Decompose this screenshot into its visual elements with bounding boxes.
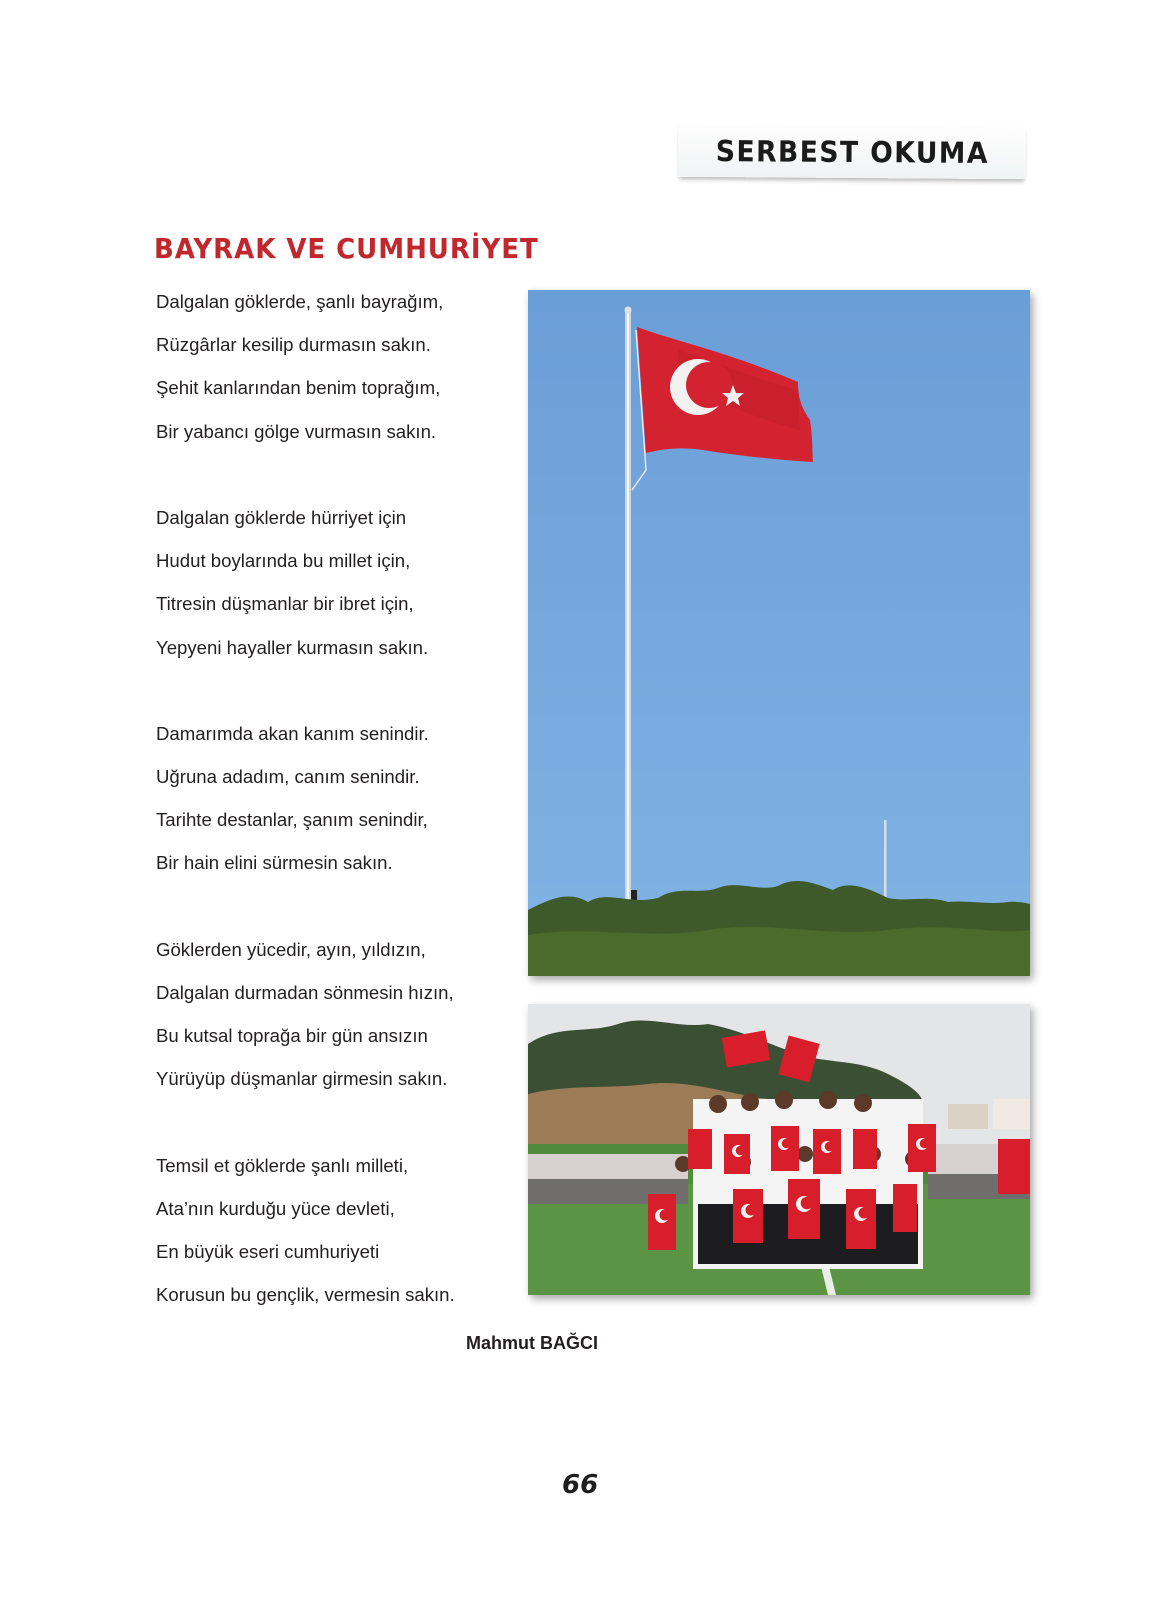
section-tag (678, 125, 1026, 179)
poem-line: Temsil et göklerde şanlı milleti, (156, 1154, 409, 1176)
poem-line: Rüzgârlar kesilip durmasın sakın. (156, 334, 431, 356)
poem-line: Damarımda akan kanım senindir. (156, 722, 429, 744)
poem-line: Şehit kanlarından benim toprağım, (156, 377, 441, 399)
poem-line: Dalgalan göklerde, şanlı bayrağım, (156, 291, 444, 312)
poem-line: Bir yabancı gölge vurmasın sakın. (156, 420, 437, 442)
poem-line: Korusun bu gençlik, vermesin sakın. (156, 1284, 455, 1306)
poem-line: Titresin düşmanlar bir ibret için, (156, 593, 414, 615)
poem-line: Bu kutsal toprağa bir gün ansızın (156, 1025, 428, 1047)
poem-line: Dalgalan göklerde hürriyet için (156, 506, 407, 528)
poem-line: Dalgalan durmadan sönmesin hızın, (156, 982, 454, 1003)
poem-line: Göklerden yücedir, ayın, yıldızın, (156, 938, 426, 960)
stanza-3 (156, 712, 516, 885)
poem-line: Yepyeni hayaller kurmasın sakın. (156, 636, 429, 658)
poem-line: Ata’nın kurduğu yüce devleti, (156, 1197, 395, 1219)
section-label: SERBEST OKUMA (715, 134, 989, 170)
stanza-5 (156, 1144, 516, 1317)
stanza-4 (156, 928, 516, 1101)
page-number: 66 (562, 1470, 599, 1500)
poem-title: BAYRAK VE CUMHURİYET (154, 232, 539, 265)
poem-line: En büyük eseri cumhuriyeti (156, 1241, 380, 1263)
stanza-2 (156, 496, 516, 669)
poem-body (156, 280, 516, 1360)
poem-line: Tarihte destanlar, şanım senindir, (156, 809, 428, 831)
poem-author: Mahmut BAĞCI (466, 1333, 598, 1353)
ceremony-photo (528, 1004, 1030, 1295)
poem-line: Yürüyüp düşmanlar girmesin sakın. (156, 1068, 448, 1090)
poem-line: Bir hain elini sürmesin sakın. (156, 852, 393, 874)
poem-line: Uğruna adadım, canım senindir. (156, 766, 420, 788)
ceremony-illustration (528, 1004, 1030, 1295)
flagpole-illustration (528, 290, 1030, 976)
stanza-1 (156, 280, 516, 453)
flagpole-photo (528, 290, 1030, 976)
poem-line: Hudut boylarında bu millet için, (156, 550, 411, 572)
